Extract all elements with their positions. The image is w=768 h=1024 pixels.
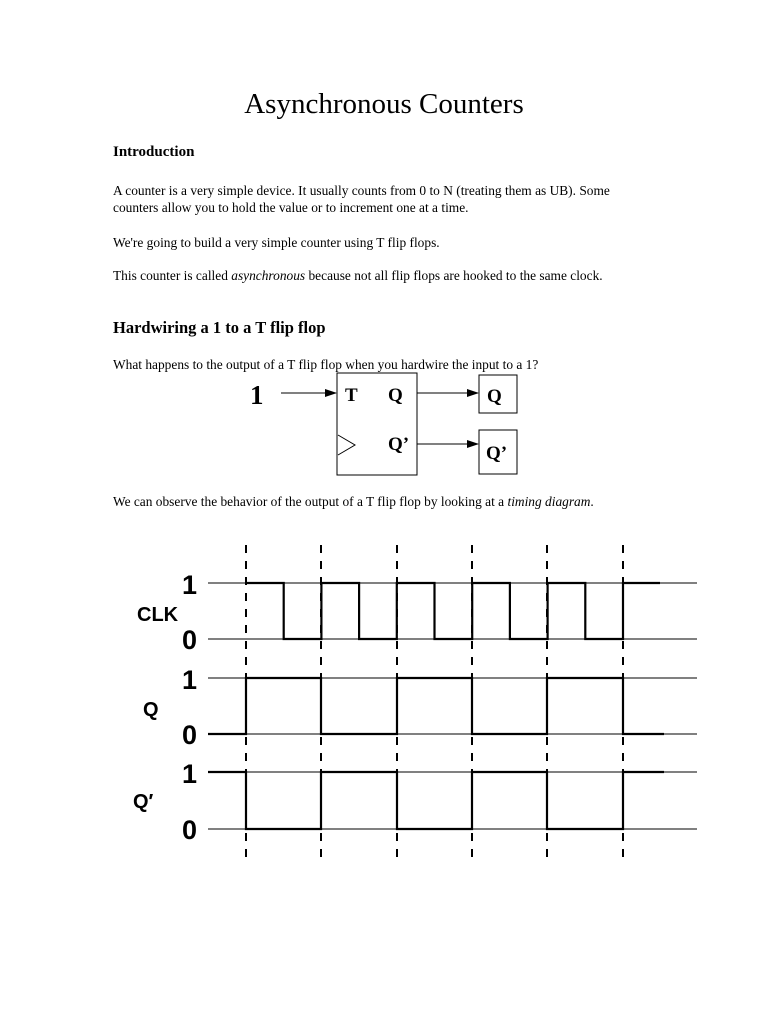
level-0-label: 0 — [182, 720, 198, 750]
out-q-box — [479, 375, 517, 413]
page-title: Asynchronous Counters — [244, 88, 524, 120]
level-0-label: 0 — [182, 625, 198, 655]
ff-box — [337, 373, 417, 475]
signal-name-1: Q — [143, 699, 159, 721]
intro-paragraph-3 — [113, 267, 653, 284]
level-0-label: 0 — [182, 815, 198, 845]
p3-text-after: because not all flip flops are hooked to the same clock. — [305, 268, 603, 283]
signal-name-0: CLK — [137, 604, 179, 626]
ff-input-value: 1 — [250, 380, 264, 410]
intro-paragraph-1: A counter is a very simple device. It usually counts from 0 to N (treating them as UB). Some counters allow you to hold the value or to increment one at a time. — [113, 183, 610, 215]
intro-paragraph-2: We're going to build a very simple counter using T flip flops. — [113, 235, 440, 250]
p3-emphasis: asynchronous — [231, 268, 306, 283]
timing-paragraph — [113, 493, 653, 510]
waveform-1 — [208, 678, 664, 734]
out-qbar-label: Q’ — [486, 443, 508, 464]
ff-clock-triangle — [338, 435, 355, 455]
waveform-2 — [208, 772, 664, 829]
ff-qbar-label: Q’ — [388, 434, 410, 455]
p5-text-before: We can observe the behavior of the output of a T flip flop by looking at a — [113, 494, 508, 509]
intro-heading: Introduction — [113, 144, 195, 160]
signal-name-2: Q′ — [133, 791, 154, 813]
level-1-label: 1 — [182, 665, 198, 695]
level-1-label: 1 — [182, 759, 198, 789]
ff-q-label: Q — [388, 385, 403, 406]
p5-text-after: . — [590, 494, 594, 509]
p5-emphasis: timing diagram — [507, 494, 591, 509]
out-qbar-box — [479, 430, 517, 474]
section-heading-hardwiring: Hardwiring a 1 to a T flip flop — [113, 318, 326, 337]
ff-t-label: T — [345, 385, 358, 406]
level-1-label: 1 — [182, 570, 198, 600]
p3-text-before: This counter is called — [113, 268, 232, 283]
out-q-label: Q — [487, 386, 502, 407]
hardwiring-paragraph: What happens to the output of a T flip flop when you hardwire the input to a 1? — [113, 357, 539, 372]
waveform-0 — [246, 583, 660, 639]
